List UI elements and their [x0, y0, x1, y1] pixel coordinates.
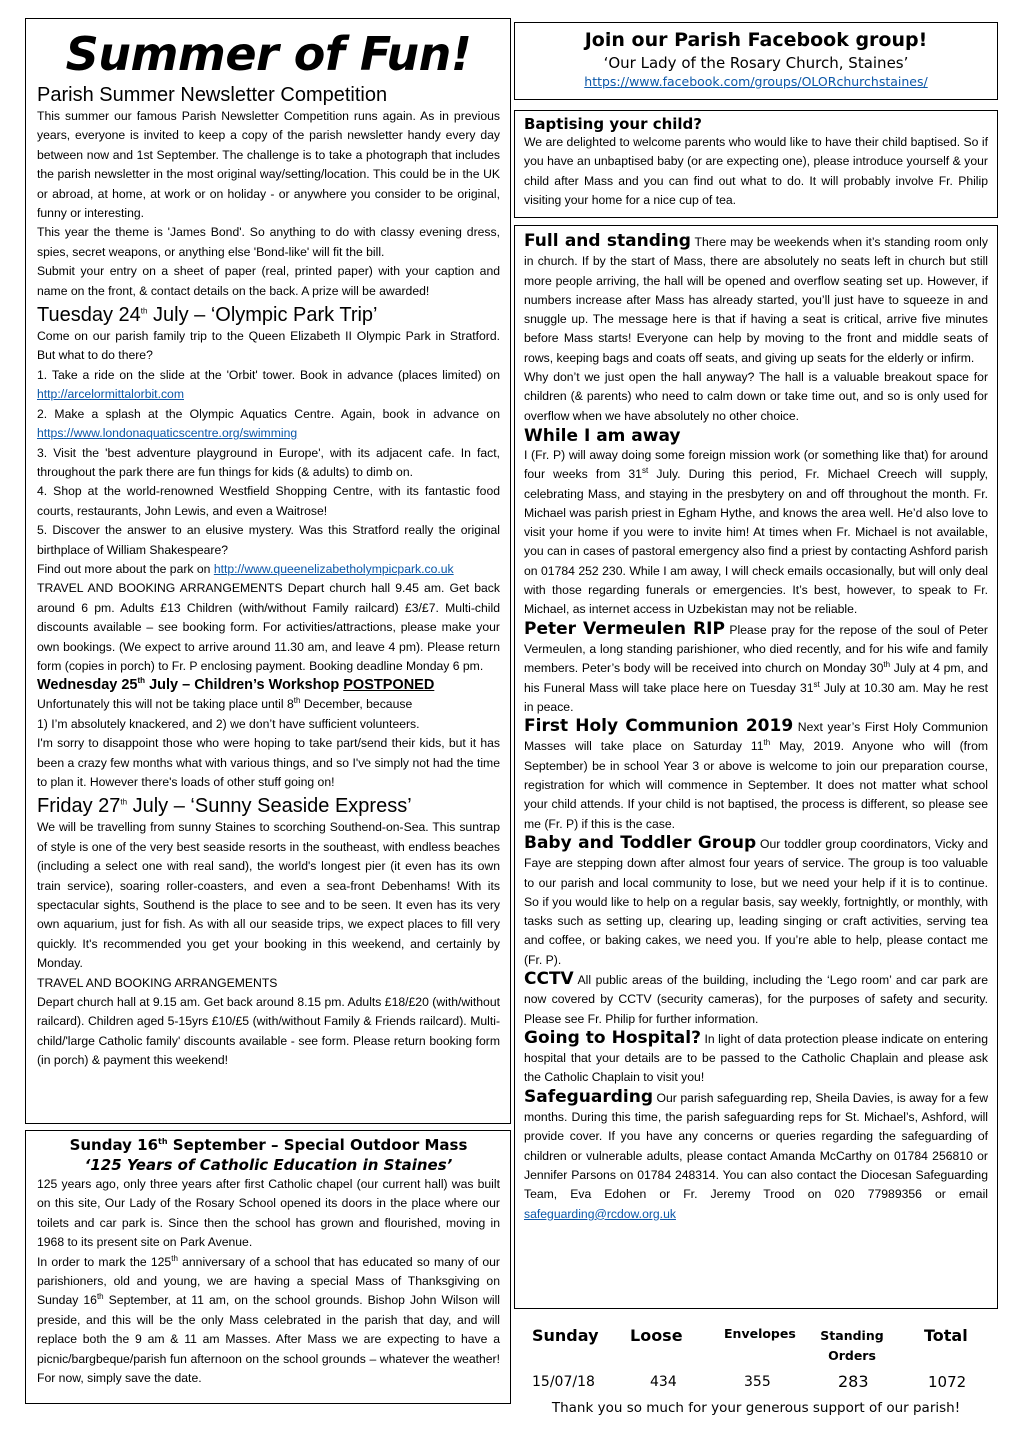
row-standing: 283 — [838, 1372, 869, 1391]
rip-text-pre: Please pray for the repose of the soul of Peter Vermeulen, a long standing parishioner, who died recently, and for his wife and family members. Peter’s body will be received into church on Monday 30 — [524, 622, 988, 676]
baptism-heading: Baptising your child? — [524, 115, 702, 133]
cctv-section — [524, 970, 988, 1029]
baptism-text: We are delighted to welcome parents who would like to have their child baptised. So if you have an unbaptised baby (or are expecting one), please introduce yourself & your child after Mass and you can find out what to do. It will probably involve Fr. Philip visiting your home for a nice cup of tea. — [524, 135, 988, 207]
olympic-text — [37, 327, 500, 676]
toddler-heading: Baby and Toddler Group — [524, 832, 757, 853]
rip-text-post: July at 10.30 am. May he rest in peace. — [524, 680, 988, 714]
row-sunday: 15/07/18 — [532, 1374, 595, 1390]
competition-text — [37, 107, 500, 301]
outdoor-mass-heading-pre: Sunday 16 — [69, 1136, 159, 1154]
away-text-post: July. During this period, Fr. Michael Creech will supply, celebrating Mass, and staying in the presbytery on and off throughout the month. Fr. Michael was parish priest in Egham Hythe, and knows the area well. He’d also love to visit your home if you were to invite him! At times when Fr. Michael is not available, you can in cases of pastoral emergency also find a priest by contacting Ashford parish on 01784 252 230. While I am away, I will check emails occasionally, but will only deal with those regarding funerals or emergencies. It’s best, however, to speak to Fr. Michael, as internet access in Uzbekistan may not be reliable. — [524, 467, 988, 617]
outdoor-mass-p1: 125 years ago, only three years after first Catholic chapel (our current hall) was built on this site, Our Lady of the Rosary School opened its doors in the place where our toilets and car park is. Since then the school has grown and flourished, moving in 1968 to its present site on Park Avenue. — [37, 1177, 500, 1250]
outdoor-mass-p2-pre: In order to mark the 125 — [37, 1254, 172, 1269]
collection-thanks: Thank you so much for your generous support of our parish! — [551, 1400, 961, 1416]
cctv-text: All public areas of the building, including the ‘Lego room’ and car park are now covered by CCTV (security cameras), for the purposes of safety and security. Please see Fr. Philip for further information. — [524, 972, 988, 1026]
workshop-text — [37, 695, 500, 792]
outdoor-mass-p2-post: September, at 11 am, on the school grounds. Bishop John Wilson will preside, and this will be the only Mass celebrated in the parish that day, and will replace both the 9 am & 11 am Masses. After Mass we are expecting to have a picnic/bargbeque/parish fun afternoon on the school grounds – whatever the weather! For now, simply save the date. — [37, 1293, 501, 1386]
full-standing-heading: Full and standing — [524, 231, 691, 251]
row-envelopes: 355 — [744, 1374, 771, 1390]
rip-text-mid: July at 4 pm, and his Funeral Mass will take place here on Tuesday 31 — [524, 661, 988, 695]
facebook-subtitle: ‘Our Lady of the Rosary Church, Staines’ — [603, 54, 909, 72]
col-standing-header: Standing Orders — [820, 1328, 884, 1363]
olympic-findout-text: Find out more about the park on — [37, 561, 214, 576]
notices-box — [514, 225, 998, 1309]
olympic-intro: Come on our parish family trip to the Queen Elizabeth II Olympic Park in Stratford. But what to do there? — [37, 329, 500, 363]
hospital-heading: Going to Hospital? — [524, 1027, 701, 1048]
olympic-item-5: 5. Discover the answer to an elusive mystery. Was this Stratford really the original birthplace of William Shakespeare? — [37, 523, 500, 557]
communion-heading: First Holy Communion 2019 — [524, 716, 794, 737]
seaside-p2: Depart church hall at 9.15 am. Get back around 8.15 pm. Adults £18/£20 (with/without railcard). Children aged 5-15yrs £10/£5 (with/without Family & Friends railcard). Multi-child/'large Catholic family' discounts available - see form. Please return booking form (in porch) & payment this weekend! — [37, 995, 500, 1068]
facebook-group-link[interactable]: https://www.facebook.com/groups/OLORchurchstaines/ — [584, 74, 928, 89]
seaside-heading — [37, 794, 500, 818]
outdoor-mass-heading-sup: th — [158, 1137, 168, 1146]
olympic-heading-pre: Tuesday 24 — [37, 304, 141, 327]
outdoor-mass-p2 — [37, 1253, 500, 1389]
safeguarding-heading: Safeguarding — [524, 1086, 654, 1107]
away-text-sup: st — [641, 466, 649, 476]
toddler-section — [524, 834, 988, 970]
baptism-box — [514, 110, 998, 218]
col-total-header: Total — [924, 1326, 968, 1345]
rip-section — [524, 620, 988, 717]
aquatics-link[interactable]: https://www.londonaquaticscentre.org/swimming — [37, 426, 298, 441]
full-standing-p1: There may be weekends when it’s standing room only in church. If by the start of Mass, there are absolutely no seats left in church but still more people arriving, the hall will be opened and overflow seating set up. However, if numbers increase after Mass has already started, you’ll just have to squeeze in and snuggle up. The message here is that if having a seat is critical, arrive five minutes before Mass starts! Everyone can help by moving to the front and middle seats of rows, keeping bags and coats off seats, and giving up seats for the elderly or infirm. — [524, 235, 988, 365]
olympic-item-1 — [37, 366, 500, 405]
olympic-item-3: 3. Visit the 'best adventure playground in Europe', with its adjacent cafe. In fact, throughout the park there are fun things for kids (& adults) to dimb on. — [37, 445, 500, 479]
workshop-line-1 — [37, 695, 500, 714]
workshop-heading-sup: th — [137, 676, 146, 686]
collection-table — [514, 1318, 998, 1438]
workshop-heading-pre: Wednesday 25 — [37, 677, 138, 694]
workshop-line-1-post: December, because — [300, 697, 413, 712]
olympic-heading — [37, 303, 500, 327]
workshop-line-1-pre: Unfortunately this will not be taking place until 8 — [37, 697, 294, 712]
hospital-section — [524, 1029, 988, 1088]
seaside-heading-pre: Friday 27 — [37, 795, 121, 818]
olympic-item-4: 4. Shop at the world-renowned Westfield Shopping Centre, with its fantastic food courts, restaurants, John Lewis, and even a Waitrose! — [37, 484, 500, 518]
facebook-title: Join our Parish Facebook group! — [584, 29, 928, 51]
communion-text-sup: th — [763, 738, 771, 748]
full-standing-p2: Why don’t we just open the hall anyway? The hall is a valuable breakout space for children (& parents) who need to calm down or take time out, and so is only used for overflow when we have absolutely no other choice. — [524, 370, 988, 423]
outdoor-mass-heading — [37, 1135, 500, 1155]
postponed-label: POSTPONED — [343, 677, 435, 694]
masthead-title: Summer of Fun! — [65, 27, 472, 81]
seaside-heading-post: July – ‘Sunny Seaside Express’ — [127, 795, 412, 818]
summer-of-fun-box — [25, 18, 511, 1124]
workshop-line-2: 1) I’m absolutely knackered, and 2) we don’t have sufficient volunteers. — [37, 716, 420, 731]
safeguarding-section — [524, 1088, 988, 1224]
outdoor-mass-p2-sup2: th — [96, 1292, 104, 1302]
safeguarding-text: Our parish safeguarding rep, Sheila Davies, is away for a few months. During this time, the parish safeguarding reps for St. Michael’s, Ashford, will provide cover. If you have any concerns or queries regarding the safeguarding of children or vulnerable adults, please contact Amanda McCarthy on 01784 256810 or Jennifer Parsons on 01784 248314. You can also contact the Diocesan Safeguarding Team, Eva Edohen or Fr. Jeremy Trood on 020 77989356 or email — [524, 1090, 988, 1202]
col-envelopes-header: Envelopes — [724, 1326, 796, 1341]
toddler-text: Our toddler group coordinators, Vicky and Faye are stepping down after almost four years of service. The group is too valuable to our parish and local community to lose, but we need your help if it is to continue. So if you would like to help on a regular basis, say weekly, fortnightly, or monthly, with tasks such as setting up, clearing up, leading singing or craft activities, serving tea and coffee, or baking cakes, we need you. If you’re able to help, please contact me (Fr. P). — [524, 836, 988, 967]
workshop-p: I'm sorry to disappoint those who were hoping to take part/send their kids, but it has been a crazy few months what with various things, and so I've simply not had the time to plan it. However there's loads of other stuff going on! — [37, 736, 500, 789]
cctv-heading: CCTV — [524, 968, 574, 989]
row-loose: 434 — [650, 1374, 677, 1390]
rip-text-sup: th — [883, 660, 891, 670]
olympic-heading-post: July – ‘Olympic Park Trip’ — [147, 304, 378, 327]
seaside-travel-label: TRAVEL AND BOOKING ARRANGEMENTS — [37, 975, 278, 990]
orbit-link[interactable]: http://arcelormittalorbit.com — [37, 387, 184, 402]
away-heading: While I am away — [524, 425, 681, 446]
workshop-line-1-sup: th — [293, 696, 301, 706]
rip-text-sup2: st — [813, 679, 820, 689]
rip-heading: Peter Vermeulen RIP — [524, 618, 725, 639]
olympic-park-link[interactable]: http://www.queenelizabetholympicpark.co.uk — [213, 561, 454, 576]
col-loose-header: Loose — [630, 1326, 683, 1345]
competition-p1: This summer our famous Parish Newsletter Competition runs again. As in previous years, everyone is invited to keep a copy of the parish newsletter handy every day between now and 1st September. The challenge is to take a photograph that includes the parish newsletter in the most original way/setting/location. This could be in the UK or abroad, at home, at work or on holiday - or anywhere you consider to be original, funny or interesting. — [37, 109, 500, 221]
communion-section — [524, 717, 988, 834]
competition-heading: Parish Summer Newsletter Competition — [37, 84, 388, 106]
full-standing-section — [524, 232, 988, 368]
olympic-item-2-text: 2. Make a splash at the Olympic Aquatics Centre. Again, book in advance on — [37, 406, 500, 421]
seaside-heading-sup: th — [120, 797, 128, 807]
olympic-item-2 — [37, 405, 500, 444]
outdoor-mass-subheading: ‘125 Years of Catholic Education in Staines’ — [84, 1156, 453, 1174]
workshop-heading — [37, 676, 500, 695]
outdoor-mass-p2-mid: anniversary of a school that has educated so many of our parishioners, old and young, we are having a special Mass of Thanksgiving on Sunday 16 — [37, 1254, 500, 1308]
outdoor-mass-text — [37, 1175, 500, 1388]
seaside-p1: We will be travelling from sunny Staines to scorching Southend-on-Sea. This suntrap of style is one of the very best seaside resorts in the southeast, with endless beaches (including a select one with real sand), the world's longest pier (it even has its own train service), soaring roller-coasters, and even a sea-front Debenhams! With its spectacular sights, Southend is the place to see and to be seen. It even has its very own aquarium, just for fish. As with all our seaside trips, we expect places to fill very quickly. It's recommended you get your booking in this weekend, and certainly by Monday. — [37, 820, 500, 971]
competition-p3: Submit your entry on a sheet of paper (real, printed paper) with your caption and name on the front, & contact details on the back. A prize will be awarded! — [37, 264, 500, 298]
away-text-pre: I (Fr. P) will away doing some foreign mission work (or something like that) for around four weeks from 31 — [524, 447, 988, 482]
safeguarding-email-link[interactable]: safeguarding@rcdow.org.uk — [524, 1206, 676, 1221]
seaside-text — [37, 818, 500, 1070]
competition-p2: This year the theme is 'James Bond'. So anything to do with classy evening dress, spies, secret weapons, or anything else 'Bond-like' will fit the bill. — [37, 225, 500, 259]
outdoor-mass-heading-post: September – Special Outdoor Mass — [167, 1136, 468, 1154]
communion-text-pre: Next year’s First Holy Communion Masses will take place on Saturday 11 — [524, 720, 988, 754]
facebook-box — [514, 22, 998, 100]
away-text — [524, 446, 988, 620]
communion-text-post: May, 2019. Anyone who will (from September) be in school Year 3 or above is welcome to join our preparation course, registration for which will commence in September. It does not matter what school your child attends. If your child is not baptised, the process is different, so please see me (Fr. P) if this is the case. — [524, 739, 989, 831]
row-total: 1072 — [928, 1373, 967, 1391]
workshop-heading-post: July – Children’s Workshop — [145, 677, 344, 694]
hospital-text: In light of data protection please indicate on entering hospital that your details are to be passed to the Catholic Chaplain and please ask the Catholic Chaplain to visit you! — [524, 1031, 988, 1085]
olympic-travel: TRAVEL AND BOOKING ARRANGEMENTS Depart church hall 9.45 am. Get back around 6 pm. Adults £13 Children (with/without Family railcard) £3/£7. Multi-child discounts available – see booking form. For activities/attractions, please make your own bookings. (We expect to arrive around 11.30 am, and leave 4 pm). Please return form (copies in porch) to Fr. P enclosing payment. Booking deadline Monday 6 pm. — [37, 581, 500, 673]
outdoor-mass-box — [25, 1130, 511, 1404]
outdoor-mass-p2-sup: th — [171, 1253, 178, 1263]
olympic-item-1-text: 1. Take a ride on the slide at the 'Orbit' tower. Book in advance (places limited) on — [37, 367, 500, 382]
olympic-heading-sup: th — [140, 306, 148, 316]
olympic-findout — [37, 560, 500, 579]
col-sunday-header: Sunday — [532, 1326, 599, 1345]
